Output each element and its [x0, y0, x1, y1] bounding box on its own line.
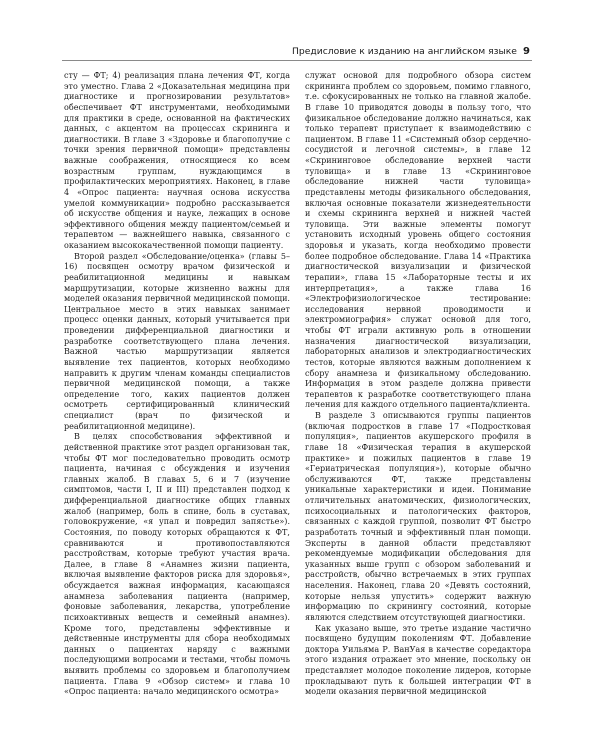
right-column [305, 71, 531, 698]
left-column [64, 71, 290, 698]
paragraph: Как указано выше, это третье издание частично посвящено будущим поколениям ФТ. Добавление доктора Уильяма Р. ВанУая в качестве соредактора этого издания отражает это мнение, поскольку он представляет молодое поколение лидеров, которые прокладывают путь к большей интеграции ФТ в модели оказания первичной медицинской [305, 623, 531, 697]
paragraph: сту — ФТ; 4) реализация плана лечения ФТ, когда это уместно. Глава 2 «Доказательная медицина при диагностике и прогнозировании результатов» обеспечивает ФТ инструментами, необходимыми для практики в среде, основанной на фактических данных, с акцентом на процессах скрининга и диагностики. В главе 3 «Здоровье и благополучие с точки зрения первичной помощи» представлены важные соображения, относящиеся ко всем возрастным группам, нуждающимся в профилактических мероприятиях. Наконец, в главе 4 «Опрос пациента: научная основа искусства умелой коммуникации» подробно рассказывается об искусстве общения и науке, лежащих в основе эффективного общения между пациентом/семьей и терапевтом — важнейшего навыка, связанного с оказанием высококачественной помощи пациенту. [64, 71, 290, 250]
header-rule [62, 60, 532, 61]
paragraph: В разделе 3 описываются группы пациентов (включая подростков в главе 17 «Подростковая популяция», пациентов акушерского профиля в главе 18 «Физическая терапия в акушерской практике» и пожилых пациентов в главе 19 «Гериатрическая популяция»), которые обычно обслуживаются ФТ, также представлены уникальные характеристики и идеи. Понимание отличительных анатомических, физиологических, психосоциальных и патологических факторов, связанных с каждой группой, позволит ФТ быстро разработать точный и эффективный план помощи. Эксперты в данной области представляют рекомендуемые модификации обследования для указанных выше групп с обзором заболеваний и расстройств, обычно встречаемых в этих группах населения. Наконец, глава 20 «Девять состояний, которые нельзя упустить» содержит важную информацию по скринингу состояний, которые являются следствием отсутствующей диагностики. [305, 411, 531, 622]
paragraph: В целях способствования эффективной и действенной практике этот раздел организован так, чтобы ФТ мог последовательно проводить осмотр пациента, начиная с обсуждения и изучения главных жалоб. В главах 5, 6 и 7 (изучение симптомов, части I, II и III) представлен подход к дифференциальной диагностике общих главных жалоб (например, боль в спине, боль в суставах, головокружение, «я упал и повредил запястье»). Состояния, по поводу которых обращаются к ФТ, сравниваются и противопоставляются расстройствам, которые требуют участия врача. Далее, в главе 8 «Анамнез жизни пациента, включая выявление факторов риска для здоровья», обсуждается важная информация, касающаяся анамнеза заболевания пациента (например, фоновые заболевания, лекарства, употребление психоактивных веществ и семейный анамнез). Кроме того, представлены эффективные и действенные инструменты для сбора необходимых данных о пациентах наряду с важными последующими вопросами и тестами, чтобы помочь выявить проблемы со здоровьем и благополучием пациента. Глава 9 «Обзор систем» и глава 10 «Опрос пациента: начало медицинского осмотра» [64, 432, 290, 697]
running-header [292, 46, 530, 57]
paragraph: служат основой для подробного обзора систем скрининга проблем со здоровьем, помимо главного, т.е. сфокусированных не только на главной жалобе. В главе 10 приводятся доводы в пользу того, что физикальное обследование должно начинаться, как только терапевт приступает к взаимодействию с пациентом. В главе 11 «Системный обзор сердечно-сосудистой и легочной системы», в главе 12 «Скрининговое обследование верхней части туловища» и в главе 13 «Скрининговое обследование нижней части туловища» представлены методы физикального обследования, включая основные показатели жизнедеятельности и схемы скрининга верхней и нижней частей туловища. Эти важные элементы помогут установить исходный уровень общего состояния здоровья и указать, когда необходимо провести более подробное обследование. Глава 14 «Практика диагностической визуализации и физической терапии», глава 15 «Лабораторные тесты и их интерпретация», а также глава 16 «Электрофизиологическое тестирование: исследования нервной проводимости и электромиография» служат основой для того, чтобы ФТ играли активную роль в отношении назначения диагностической визуализации, лабораторных анализов и электродиагностических тестов, которые являются важным дополнением к сбору анамнеза и физикальному обследованию. Информация в этом разделе должна привести терапевтов к разработке соответствующего плана лечения для каждого отдельного пациента/клиента. [305, 71, 531, 410]
header-title: Предисловие к изданию на английском языке [292, 46, 517, 57]
page-number: 9 [523, 46, 530, 57]
paragraph: Второй раздел «Обследование/оценка» (главы 5–16) посвящен осмотру врачом физической и реабилитационной медицины и навыкам маршрутизации, которые жизненно важны для моделей оказания первичной медицинской помощи. Центральное место в этих навыках занимает процесс оценки данных, который учитывается при проведении дифференциальной диагностики и разработке соответствующего плана лечения. Важной частью маршрутизации является выявление тех пациентов, которых необходимо направить к другим членам команды специалистов первичной медицинской помощи, а также определение того, каких пациентов должен осмотреть сертифицированный клинический специалист (врач по физической и реабилитационной медицине). [64, 251, 290, 431]
